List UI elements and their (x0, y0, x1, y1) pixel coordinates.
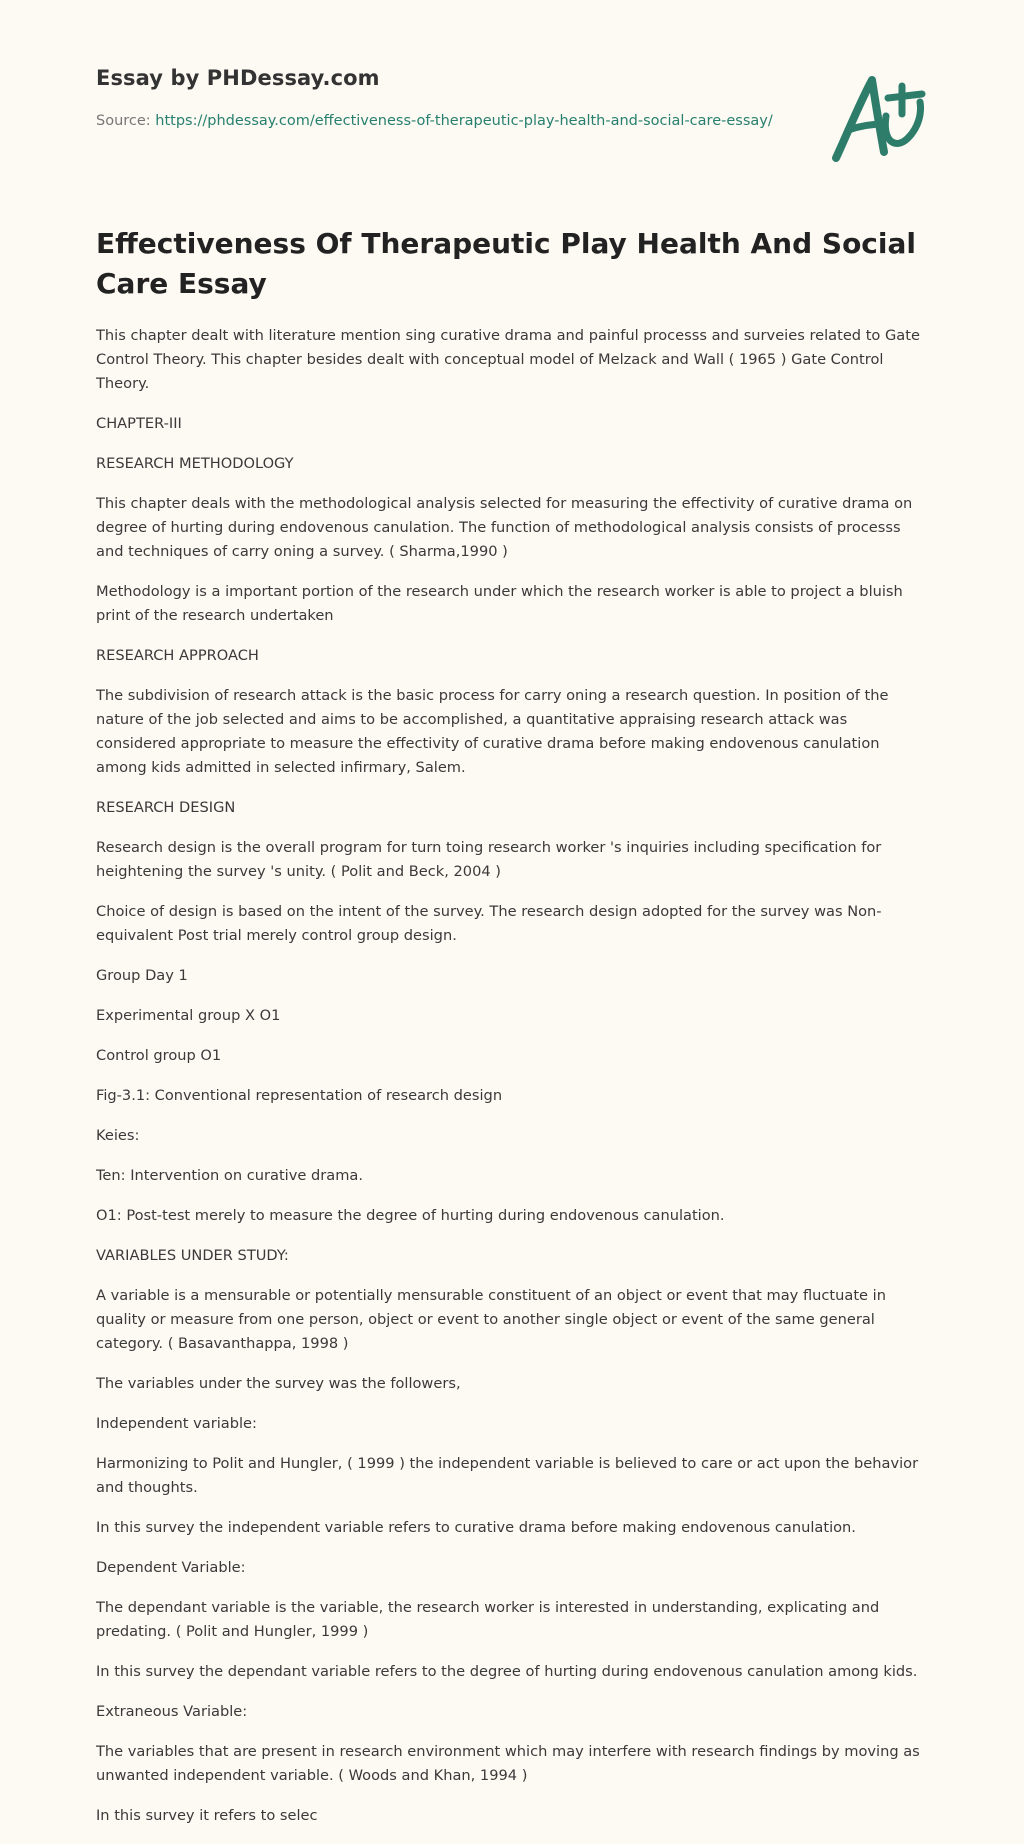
subheading: Independent variable: (96, 1415, 257, 1432)
source-link[interactable]: https://phdessay.com/effectiveness-of-therapeutic-play-health-and-social-care-essay/ (155, 113, 773, 129)
paragraph: O1: Post-test merely to measure the degree of hurting during endovenous canulation. (96, 1207, 725, 1224)
paragraph: In this survey the dependant variable refers to the degree of hurting during endovenous canulation among kids. (96, 1663, 918, 1680)
chapter-heading: CHAPTER-III (96, 415, 182, 432)
paragraph: Choice of design is based on the intent of the survey. The research design adopted for the survey was Non-equivalent Post trial merely control group design. (96, 903, 882, 944)
paragraph: Keies: (96, 1127, 140, 1144)
essay-title: Effectiveness Of Therapeutic Play Health And Social Care Essay (96, 227, 916, 300)
source-label: Source: (96, 113, 151, 129)
paragraph: A variable is a mensurable or potentially mensurable constituent of an object or event that may fluctuate in quality or measure from one person, object or event to another single object or event of the same general category. ( Basavanthappa, 1998 ) (96, 1287, 886, 1352)
site-title: Essay by PHDessay.com (96, 66, 380, 90)
section-heading: RESEARCH APPROACH (96, 647, 259, 664)
paragraph: In this survey it refers to selec (96, 1807, 318, 1824)
paragraph: Research design is the overall program for turn toing research worker 's inquiries including specification for heightening the survey 's unity. ( Polit and Beck, 2004 ) (96, 839, 882, 880)
section-heading: VARIABLES UNDER STUDY: (96, 1247, 289, 1264)
paragraph: This chapter dealt with literature mention sing curative drama and painful processs and surveies related to Gate Control Theory. This chapter besides dealt with conceptual model of Melzack and Wall ( 1965 ) Gate Control Theory. (96, 327, 920, 392)
section-heading: RESEARCH METHODOLOGY (96, 455, 294, 472)
paragraph: This chapter deals with the methodological analysis selected for measuring the effectivity of curative drama on degree of hurting during endovenous canulation. The function of methodological analysis consists of processs and techniques of carry oning a survey. ( Sharma,1990 ) (96, 495, 913, 560)
paragraph: The variables under the survey was the followers, (96, 1375, 461, 1392)
section-heading: RESEARCH DESIGN (96, 799, 236, 816)
a-plus-logo-icon (826, 72, 936, 168)
figure-caption: Fig-3.1: Conventional representation of research design (96, 1087, 503, 1104)
paragraph: In this survey the independent variable refers to curative drama before making endovenous canulation. (96, 1519, 856, 1536)
paragraph: Harmonizing to Polit and Hungler, ( 1999 ) the independent variable is believed to care or act upon the behavior and thoughts. (96, 1455, 919, 1496)
paragraph: The subdivision of research attack is the basic process for carry oning a research question. In position of the nature of the job selected and aims to be accomplished, a quantitative appraising research attack was considered appropriate to measure the effectivity of curative drama before making endovenous canulation among kids admitted in selected infirmary, Salem. (96, 687, 889, 776)
paragraph: The variables that are present in research environment which may interfere with research findings by moving as unwanted independent variable. ( Woods and Khan, 1994 ) (96, 1743, 920, 1784)
paragraph: Experimental group X O1 (96, 1007, 281, 1024)
subheading: Extraneous Variable: (96, 1703, 248, 1720)
essay-body (96, 324, 928, 1844)
source-line (96, 111, 776, 132)
subheading: Dependent Variable: (96, 1559, 246, 1576)
paragraph: The dependant variable is the variable, the research worker is interested in understanding, explicating and predating. ( Polit and Hungler, 1999 ) (96, 1599, 880, 1640)
paragraph: Group Day 1 (96, 967, 188, 984)
paragraph: Control group O1 (96, 1047, 222, 1064)
paragraph: Ten: Intervention on curative drama. (96, 1167, 363, 1184)
paragraph: Methodology is a important portion of the research under which the research worker is able to project a bluish print of the research undertaken (96, 583, 903, 624)
